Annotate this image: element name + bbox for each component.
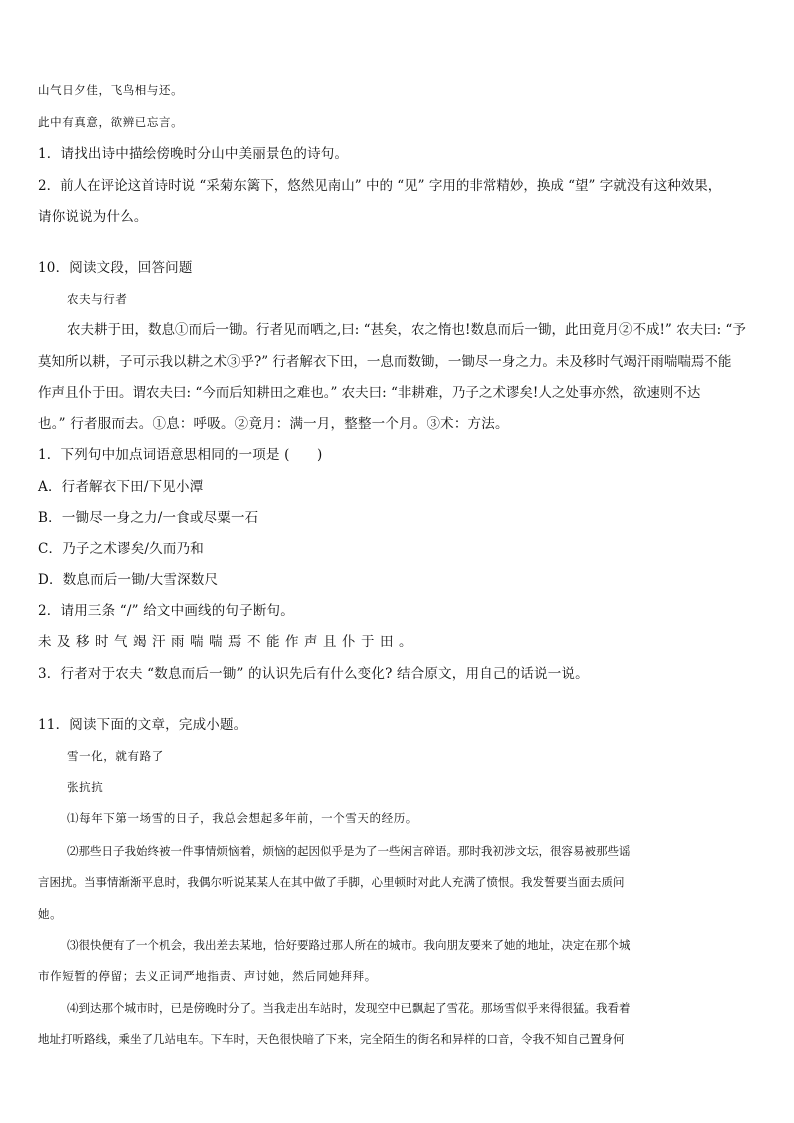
question-11-heading: 11．阅读下面的文章，完成小题。: [38, 717, 248, 733]
article-paragraph-4-line: 地址打听路线，乘坐了几站电车。下车时，天色很快暗了下来，完全陌生的街名和异样的口音，令我不知自己置身何: [38, 1032, 625, 1046]
article-paragraph-4-line: ⑷到达那个城市时，已是傍晚时分了。当我走出车站时，发现空中已飘起了雪花。那场雪似乎来得很猛。我看着: [67, 1001, 631, 1015]
question-10-1: 1．下列句中加点词语意思相同的一项是 ( ): [38, 447, 323, 463]
passage-line: 农夫耕于田，数息①而后一锄。行者见而哂之,曰: “甚矣，农之惰也!数息而后一锄，此田竟月②不成!” 农夫曰: “予: [67, 322, 746, 338]
article-author: 张抗抗: [67, 780, 104, 794]
passage-line: 莫知所以耕，子可示我以耕之术③乎?” 行者解衣下田，一息而数锄，一锄尽一身之力。未及移时气竭汗雨喘喘焉不能: [38, 354, 732, 370]
article-paragraph-2-line: 言困扰。当事情渐渐平息时，我偶尔听说某某人在其中做了手脚，心里顿时对此人充满了愤恨。我发誓要当面去质问: [38, 875, 625, 889]
passage-title: 农夫与行者: [67, 292, 128, 306]
option-a: A．行者解衣下田/下见小潭: [38, 479, 204, 495]
article-paragraph-3-line: ⑶很快便有了一个机会，我出差去某地，恰好要路过那人所在的城市。我向朋友要来了她的地址，决定在那个城: [67, 938, 631, 952]
poem-line: 山气日夕佳，飞鸟相与还。: [38, 83, 184, 97]
option-b: B．一锄尽一身之力/一食或尽粟一石: [38, 510, 259, 526]
question-9-2-line: 请你说说为什么。: [38, 209, 148, 225]
question-9-1: 1．请找出诗中描绘傍晚时分山中美丽景色的诗句。: [38, 146, 349, 162]
question-9-2-line: 2．前人在评论这首诗时说 “采菊东篱下，悠然见南山” 中的 “见” 字用的非常精妙，换成 “望” 字就没有这种效果，: [38, 178, 722, 194]
question-10-3: 3．行者对于农夫 “数息而后一锄” 的认识先后有什么变化? 结合原文，用自己的话说一说。: [38, 666, 589, 682]
question-10-heading: 10．阅读文段，回答问题: [38, 260, 193, 276]
passage-line-with-notes: 也。” 行者服而去。①息：呼吸。②竟月：满一月，整整一个月。③术：方法。: [38, 416, 509, 432]
question-10-2: 2．请用三条 “/” 给文中画线的句子断句。: [38, 603, 294, 619]
passage-line: 作声且仆于田。谓农夫曰: “今而后知耕田之难也。” 农夫曰: “非耕难，乃子之术谬矣!人之处事亦然，欲速则不达: [38, 385, 701, 401]
article-title: 雪一化，就有路了: [67, 749, 164, 763]
poem-line: 此中有真意，欲辨已忘言。: [38, 115, 184, 129]
option-c: C．乃子之术谬矣/久而乃和: [38, 541, 204, 557]
article-paragraph-2-line: 她。: [38, 907, 63, 921]
article-paragraph-1: ⑴每年下第一场雪的日子，我总会想起多年前，一个雪天的经历。: [67, 811, 418, 825]
article-paragraph-2-line: ⑵那些日子我始终被一件事情烦恼着，烦恼的起因似乎是为了一些闲言碎语。那时我初涉文坛，很容易被那些谣: [67, 844, 631, 858]
article-paragraph-3-line: 市作短暂的停留；去义正词严地指责、声讨她，然后同她拜拜。: [38, 969, 377, 983]
option-d: D．数息而后一锄/大雪深数尺: [38, 572, 219, 588]
spaced-sentence: 未及移时气竭汗雨喘喘焉不能作声且仆于田。: [38, 634, 418, 650]
